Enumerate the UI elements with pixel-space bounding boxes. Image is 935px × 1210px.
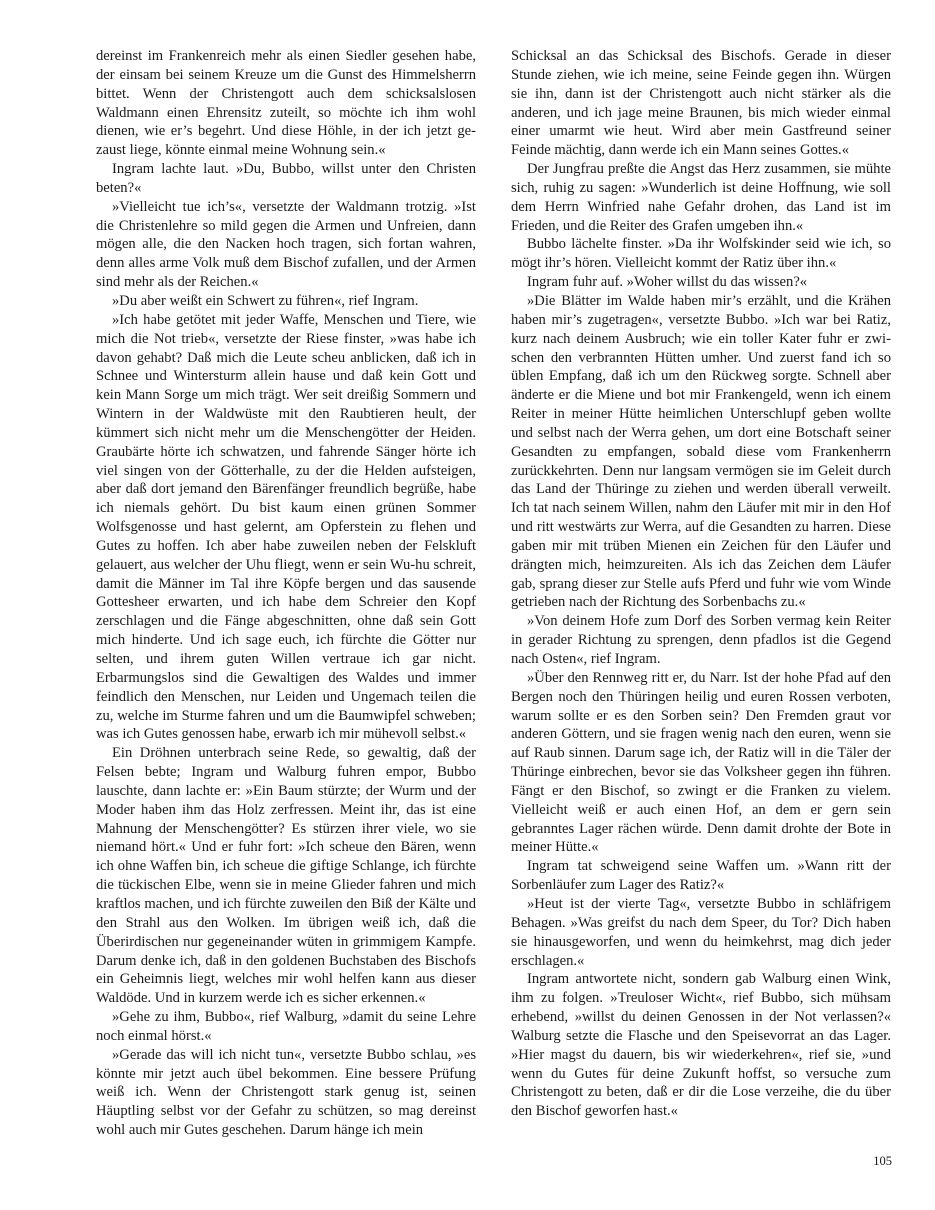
paragraph: Ingram fuhr auf. »Woher willst du das wissen?« bbox=[527, 274, 808, 291]
paragraph: Ingram tat schweigend seine Waffen um. »Wann ritt der Sorbenläufer zum Lager des Ratiz?« bbox=[511, 858, 891, 894]
paragraph: Ingram antwortete nicht, sondern gab Walburg einen Wink, ihm zu folgen. »Treuloser Wicht«, rief Bubbo, sich mühsam erhebend, »willst du deinen Genossen in der Not verlassen?« Walburg setzte die Flasche und den Speisevorrat an das Lager. »Hier magst du dauern, bis wir wiederkehren«, rief sie, »und wenn du Gutes für deine Zukunft hoffst, so versuche zum Christengott zu beten, daß er dir die Lose verzeihe, die du über den Bischof geworfen hast.« bbox=[511, 971, 891, 1120]
paragraph: »Ich habe getötet mit jeder Waffe, Menschen und Tiere, wie mich die Not trieb«, versetzte der Riese finster, »was habe ich davon gehabt? Daß mich die Leute scheu anblicken, daß ich in Schnee und Wintersturm allein hause und daß kein Gott und kein Mann Sorge um mich trägt. Wer seit dreißig Sommern und Wintern in der Waldwüste mit den Raubtieren heult, der kümmert sich nicht mehr um die Menschengötter der Heiden. Graubärte hörte ich schwatzen, und fahrende Sänger hörte ich viel singen von der Götterhalle, zu der die Helden aufsteigen, aber daß dort jemand den Bärenfänger freundlich begrüße, habe ich niemals gehört. Du bist kaum einen grünen Sommer Wolfsgenosse und hast gelernt, am Opferstein zu flehen und Gutes zu hoffen. Ich aber habe zuweilen neben der Felskluft gelauert, aus welcher der Uhu fliegt, wenn er sein Wu-hu schreit, damit die Männer im Tal ihre Köpfe bergen und das sausende Gottesheer erwarten, und ich habe dem Schreier den Kopf zerschlagen und die Fänge abgeschnitten, ohne daß sein Gott mich hinderte. Und ich sage euch, ich fürchte die Götter nur selten, und ihrem guten Willen vertraue ich gar nicht. Erbarmungslos sind die Gewaltigen des Waldes und immer feindlich den Menschen, nur Leiden und Ungemach teilen die zu, welche im Sturme fahren und um die Baumwipfel schweben; was ich Gutes genossen habe, erwarb ich mir mühevoll selbst.« bbox=[96, 311, 476, 743]
paragraph: »Die Blätter im Walde haben mir’s erzählt, und die Krähen haben mir’s zugetragen«, versetzte Bubbo. »Ich war bei Ratiz, kurz nach deinem Ausbruch; wie ein toller Kater fuhr er zwischen den verbrannten Hütten umher. Und zuerst fand ich so üblen Empfang, daß ich um den Rückweg sorgte. Schnell aber änderte er die Miene und bot mir Frankengeld, wenn ich einem Reiter in meiner Hütte heimlichen Unterschlupf geben wollte und selbst nach der Werra gehen, um dort eine Botschaft seiner Gesandten zu empfangen, sobald diese vom Frankenherrn zurückkehrten. Denn nur langsam vermögen sie im Geleit durch das Land der Thüringe zu ziehen und werden überall verweilt. Ich tat nach seinem Willen, nahm den Läufer mit mir in den Hof und ritt westwärts zur Werra, auf die Gesandten zu harren. Diese gaben mir mit trüben Mienen ein Zeichen für den Läufer und drängten mich, heimzureiten. Als ich das Zeichen dem Läufer gab, sprang dieser zur Stelle aufs Pferd und fuhr wie vom Winde getrieben nach der Richtung des Sorbenbachs zu.« bbox=[511, 292, 891, 611]
right-column bbox=[511, 47, 891, 1121]
paragraph: Ein Dröhnen unterbrach seine Rede, so gewaltig, daß der Felsen bebte; Ingram und Walburg fuhren empor, Bubbo lauschte, dann lachte er: »Ein Baum stürzte; der Wurm und der Moder haben ihm das Holz zerfressen. Meint ihr, das ist eine Mahnung der Menschengötter? Es stürzen ihrer viele, wo sie niemand hört.« Und er fuhr fort: »Ich scheue den Bären, wenn ich ohne Waffen bin, ich scheue die giftige Schlange, ich fürchte die tückischen Elbe, wenn sie in meine Glieder fahren und mich kraftlos machen, und ich fürchte zuweilen den Biß der Kälte und den Strahl aus den Wolken. Im übrigen weiß ich, daß die Überirdischen nur gegeneinander wüten in grimmigem Kampfe. Darum denke ich, daß in den goldenen Buchstaben des Bischofs ein Geheimnis liegt, welches mir wohl helfen kann aus dieser Waldöde. Und in kurzem werde ich es sicher erkennen.« bbox=[96, 745, 476, 1007]
paragraph: »Gerade das will ich nicht tun«, versetzte Bubbo schlau, »es könnte mir jetzt auch übel bekommen. Eine bessere Prüfung weiß ich. Wenn der Christengott stark genug ist, seinen Häuptling selbst vor der Gefahr zu schützen, so mag dereinst wohl auch mir Gutes geschehen. Darum hänge ich mein bbox=[96, 1046, 476, 1139]
left-column bbox=[96, 47, 476, 1140]
paragraph: dereinst im Frankenreich mehr als einen Siedler gesehen habe, der einsam bei seinem Kreuze um die Gunst des Himmelsherrn bittet. Wenn der Christengott auch dem schicksalslosen Waldmann einen Ehrensitz zuteilt, so möchte ich ihm wohl dienen, wie er’s begehrt. Und diese Höhle, in der ich jetzt gezaust liege, könnte einmal meine Wohnung sein.« bbox=[96, 48, 476, 159]
paragraph: Der Jungfrau preßte die Angst das Herz zusammen, sie mühte sich, ruhig zu sagen: »Wunderlich ist deine Hoffnung, wie soll dem Herrn Winfried nahe Gefahr drohen, das Land ist im Frieden, und die Reiter des Grafen umgeben ihn.« bbox=[511, 161, 891, 234]
paragraph: »Gehe zu ihm, Bubbo«, rief Walburg, »damit du seine Lehre noch einmal hörst.« bbox=[96, 1009, 476, 1044]
paragraph: Bubbo lächelte finster. »Da ihr Wolfskinder seid wie ich, so mögt ihr’s hören. Vielleicht kommt der Ratiz über ihn.« bbox=[511, 236, 891, 272]
paragraph: »Von deinem Hofe zum Dorf des Sorben vermag kein Reiter in gerader Richtung zu sprengen, denn pfadlos ist die Gegend nach Osten«, rief Ingram. bbox=[511, 613, 891, 667]
paragraph: »Du aber weißt ein Schwert zu führen«, rief Ingram. bbox=[112, 292, 419, 309]
paragraph: »Heut ist der vierte Tag«, versetzte Bubbo in schläfrigem Behagen. »Was greifst du nach dem Speer, du Tor? Dich haben sie hinausgeworfen, und wenn du heimkehrst, mag dich jeder erschlagen.« bbox=[511, 895, 891, 969]
paragraph: Ingram lachte laut. »Du, Bubbo, willst unter den Christen beten?« bbox=[96, 161, 476, 196]
page-number: 105 bbox=[873, 1154, 892, 1168]
paragraph: »Vielleicht tue ich’s«, versetzte der Waldmann trotzig. »Ist die Christenlehre so mild gegen die Armen und Unfreien, dann mögen alle, die den Nacken hoch tragen, sich fortan wahren, denn alles arme Volk muß dem Bischof zufallen, und der Armen sind mehr als der Reichen.« bbox=[96, 198, 476, 291]
paragraph: »Über den Rennweg ritt er, du Narr. Ist der hohe Pfad auf den Bergen noch den Thüringen heilig und euren Rossen verboten, warum sollte er es den Sorben sein? Den Fremden graut vor anderen Göttern, und sie fragen wenig nach den euren, wenn sie auf Raub sinnen. Darum sage ich, der Ratiz will in die Täler der Thüringe einbrechen, bevor sie das Volksheer gegen ihn führen. Fängt er den Bischof, so zwingt er die Franken zu vielem. Vielleicht weiß er auch einen Hof, an dem er gern sein gebranntes Lager rächen würde. Denn damit drohte der Bote in meiner Hütte.« bbox=[511, 669, 891, 856]
paragraph: Schicksal an das Schicksal des Bischofs. Gerade in dieser Stunde ziehen, wie ich meine, seine Feinde gegen ihn. Würgen sie ihn, dann ist der Christengott auch nicht stärker als die anderen, und ich jage meine Braunen, bis mich wieder einmal einer umarmt wie heut. Wird aber mein Gastfreund seiner Feinde mächtig, dann werde ich ein Mann seines Gottes.« bbox=[511, 48, 891, 159]
